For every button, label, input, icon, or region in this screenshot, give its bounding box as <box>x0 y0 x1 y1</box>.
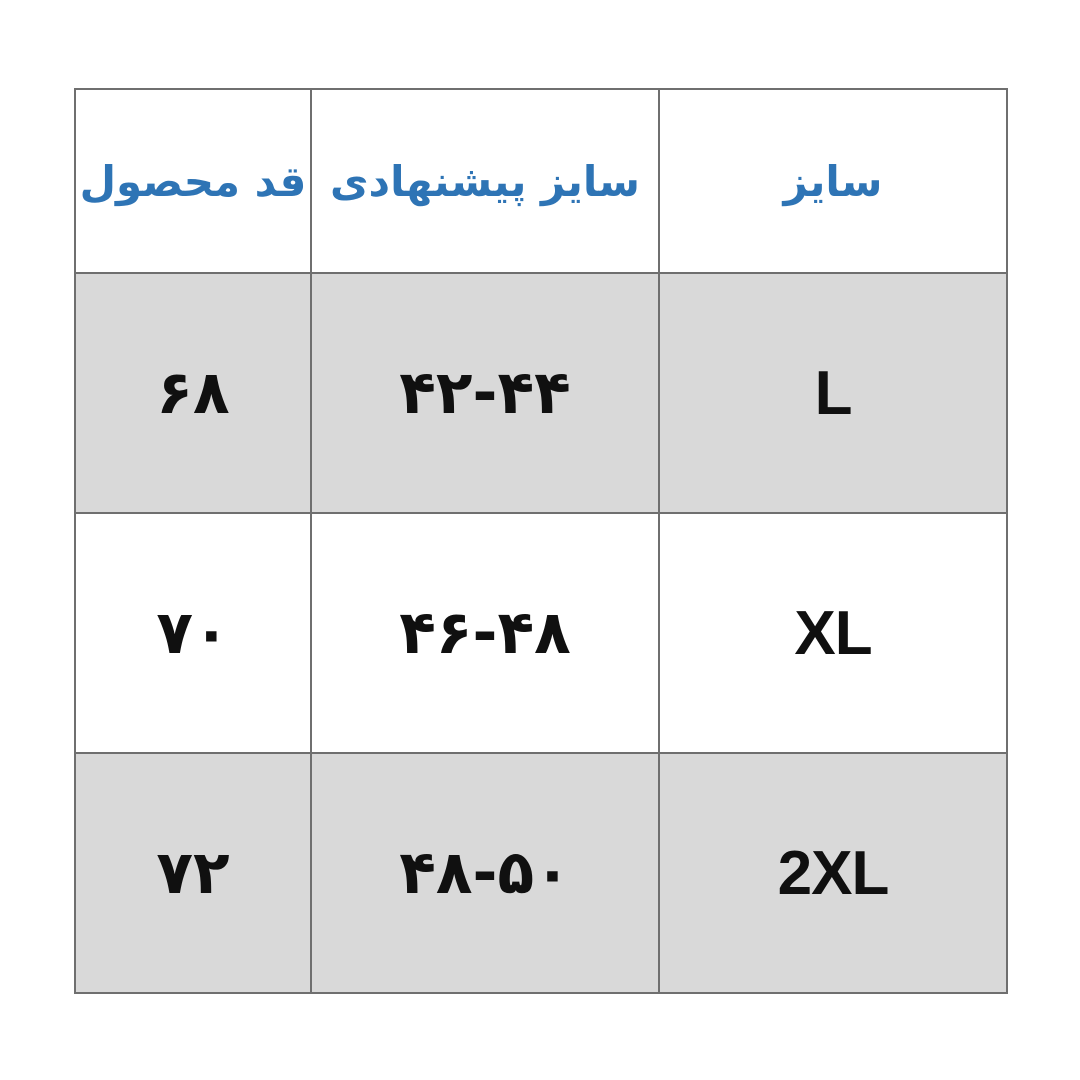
table-body <box>75 273 1007 993</box>
cell-suggested-size: ۴۲-۴۴ <box>311 273 659 513</box>
size-chart-table <box>74 88 1008 994</box>
cell-suggested-size: ۴۶-۴۸ <box>311 513 659 753</box>
cell-size: 2XL <box>659 753 1007 993</box>
cell-product-length: ۷۲ <box>75 753 311 993</box>
column-header-product-length: قد محصول <box>75 89 311 273</box>
table-header-row <box>75 89 1007 273</box>
column-header-suggested-size: سایز پیشنهادی <box>311 89 659 273</box>
column-header-size: سایز <box>659 89 1007 273</box>
cell-size: XL <box>659 513 1007 753</box>
cell-suggested-size: ۴۸-۵۰ <box>311 753 659 993</box>
cell-product-length: ۶۸ <box>75 273 311 513</box>
cell-size: L <box>659 273 1007 513</box>
table-row <box>75 513 1007 753</box>
cell-product-length: ۷۰ <box>75 513 311 753</box>
table-header <box>75 89 1007 273</box>
table-row <box>75 753 1007 993</box>
table-row <box>75 273 1007 513</box>
size-chart-container <box>74 88 1006 984</box>
